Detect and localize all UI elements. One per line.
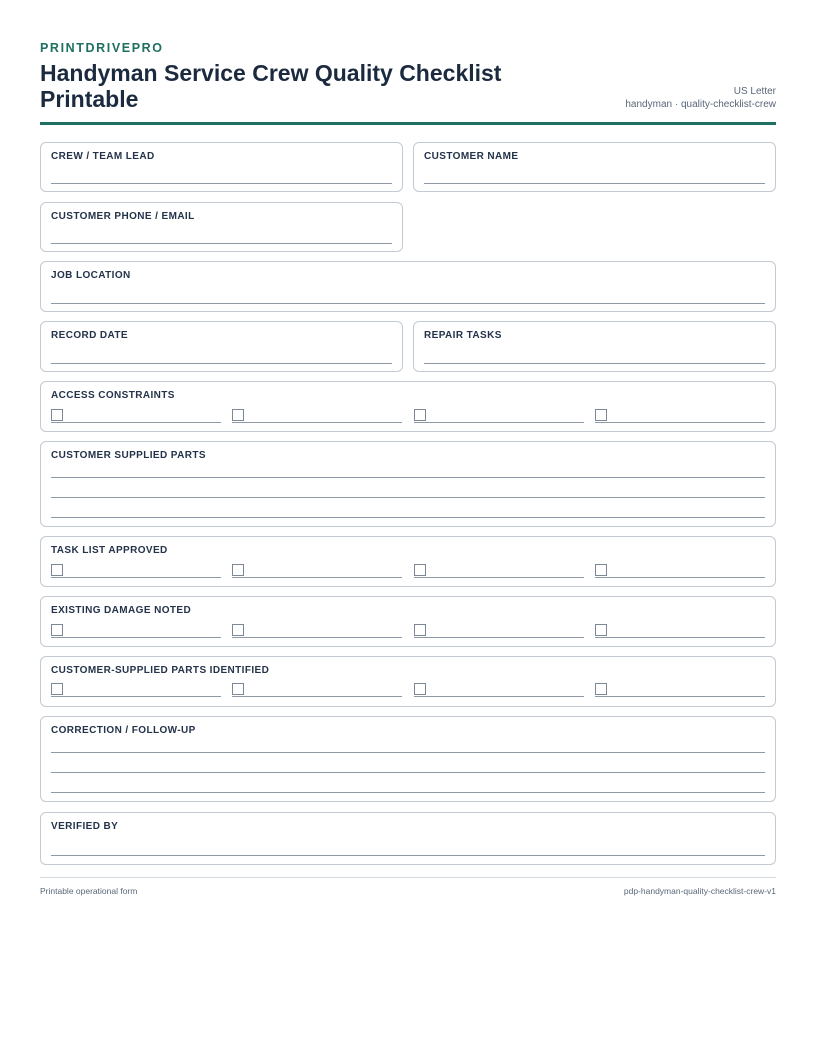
repair-tasks-field — [413, 321, 776, 372]
correction-follow-up-label: CORRECTION / FOLLOW-UP — [51, 725, 196, 736]
access-constraints-label: ACCESS CONSTRAINTS — [51, 390, 175, 401]
repair-tasks-label: REPAIR TASKS — [424, 330, 502, 341]
task-list-approved-field — [40, 536, 776, 587]
crew-lead-field — [40, 142, 403, 192]
correction-follow-up-field — [40, 716, 776, 802]
checkbox[interactable] — [414, 409, 426, 421]
customer-name-write-line[interactable] — [424, 183, 765, 184]
verified-by-label: VERIFIED BY — [51, 821, 119, 832]
checkbox[interactable] — [51, 624, 63, 636]
checkbox[interactable] — [51, 683, 63, 695]
parts-identified-label: CUSTOMER-SUPPLIED PARTS IDENTIFIED — [51, 665, 270, 676]
checkbox-write-line[interactable] — [414, 696, 584, 697]
checkbox-write-line[interactable] — [414, 637, 584, 638]
checkbox[interactable] — [232, 409, 244, 421]
checkbox[interactable] — [232, 683, 244, 695]
checkbox[interactable] — [51, 564, 63, 576]
checkbox[interactable] — [595, 624, 607, 636]
checkbox-write-line[interactable] — [232, 637, 402, 638]
checkbox[interactable] — [414, 624, 426, 636]
checkbox-write-line[interactable] — [232, 577, 402, 578]
crew-lead-write-line[interactable] — [51, 183, 392, 184]
notes-write-line[interactable] — [51, 477, 765, 478]
crew-lead-label: CREW / TEAM LEAD — [51, 151, 155, 162]
customer-contact-field — [40, 202, 403, 252]
checkbox-write-line[interactable] — [232, 696, 402, 697]
notes-write-line[interactable] — [51, 752, 765, 753]
notes-write-line[interactable] — [51, 772, 765, 773]
customer-name-label: CUSTOMER NAME — [424, 151, 519, 162]
checkbox-write-line[interactable] — [51, 577, 221, 578]
customer-supplied-parts-field — [40, 441, 776, 527]
page-size-label: US Letter — [733, 86, 776, 97]
existing-damage-noted-label: EXISTING DAMAGE NOTED — [51, 605, 192, 616]
checkbox-write-line[interactable] — [595, 696, 765, 697]
notes-write-line[interactable] — [51, 517, 765, 518]
record-date-field — [40, 321, 403, 372]
checkbox-write-line[interactable] — [51, 696, 221, 697]
checkbox-write-line[interactable] — [414, 422, 584, 423]
verified-by-write-line[interactable] — [51, 855, 765, 856]
notes-write-line[interactable] — [51, 497, 765, 498]
page-title: Handyman Service Crew Quality Checklist Printable — [40, 60, 502, 112]
customer-name-field — [413, 142, 776, 192]
verified-by-field — [40, 812, 776, 865]
job-location-label: JOB LOCATION — [51, 270, 131, 281]
checkbox[interactable] — [595, 564, 607, 576]
customer-supplied-parts-label: CUSTOMER SUPPLIED PARTS — [51, 450, 206, 461]
brand-name: PRINTDRIVEPRO — [40, 41, 164, 55]
access-constraints-field — [40, 381, 776, 432]
customer-contact-label: CUSTOMER PHONE / EMAIL — [51, 211, 195, 222]
footer-note: Printable operational form — [40, 886, 138, 896]
checkbox-write-line[interactable] — [595, 637, 765, 638]
checkbox-write-line[interactable] — [595, 422, 765, 423]
job-location-field — [40, 261, 776, 312]
form-id: pdp-handyman-quality-checklist-crew-v1 — [623, 886, 776, 896]
checkbox[interactable] — [414, 683, 426, 695]
checkbox[interactable] — [595, 409, 607, 421]
page-meta — [625, 85, 776, 111]
customer-contact-write-line[interactable] — [51, 243, 392, 244]
existing-damage-noted-field — [40, 596, 776, 647]
job-location-write-line[interactable] — [51, 303, 765, 304]
footer-rule — [40, 877, 776, 878]
checkbox-write-line[interactable] — [595, 577, 765, 578]
checkbox[interactable] — [414, 564, 426, 576]
record-date-write-line[interactable] — [51, 363, 392, 364]
header-rule — [40, 122, 776, 125]
task-list-approved-label: TASK LIST APPROVED — [51, 545, 168, 556]
checkbox-write-line[interactable] — [51, 637, 221, 638]
checkbox[interactable] — [51, 409, 63, 421]
repair-tasks-write-line[interactable] — [424, 363, 765, 364]
checkbox[interactable] — [595, 683, 607, 695]
checkbox[interactable] — [232, 564, 244, 576]
checkbox-write-line[interactable] — [414, 577, 584, 578]
checkbox[interactable] — [232, 624, 244, 636]
checkbox-write-line[interactable] — [51, 422, 221, 423]
parts-identified-field — [40, 656, 776, 707]
record-date-label: RECORD DATE — [51, 330, 128, 341]
form-slug: handyman · quality-checklist-crew — [625, 99, 776, 110]
notes-write-line[interactable] — [51, 792, 765, 793]
checkbox-write-line[interactable] — [232, 422, 402, 423]
